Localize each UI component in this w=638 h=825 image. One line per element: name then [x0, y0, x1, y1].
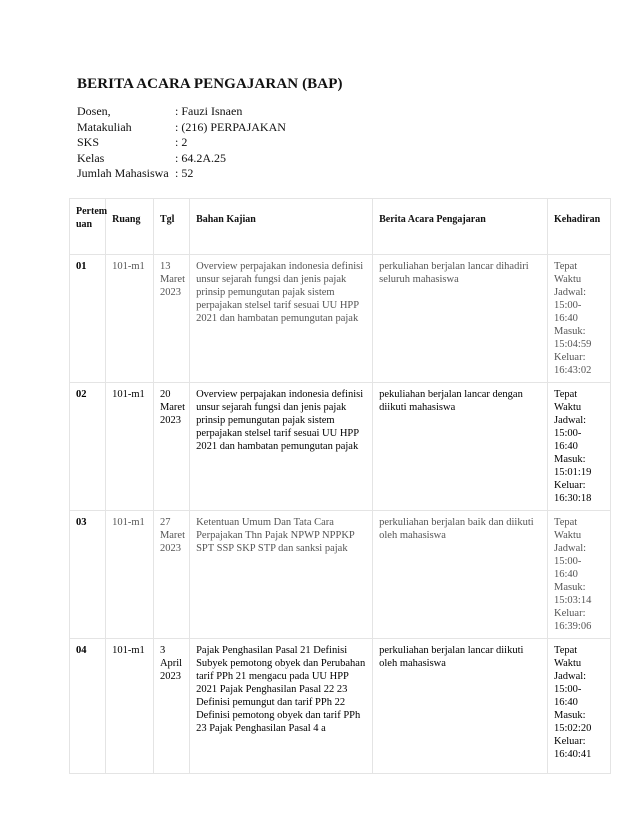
kehadiran-masuk: Masuk: 15:01:19 — [554, 454, 592, 478]
cell-pertemuan: 04 — [70, 639, 106, 774]
header-bahan-kajian: Bahan Kajian — [190, 199, 373, 255]
course-info — [77, 104, 286, 182]
cell-kehadiran — [548, 639, 611, 774]
header-kehadiran: Kehadiran — [548, 199, 611, 255]
cell-bahan-kajian: Pajak Penghasilan Pasal 21 Definisi Subyek pemotong obyek dan Perubahan tarif PPh 21 mengacu pada UU HPP 2021 Pajak Penghasilan Pasal 22 23 Definisi pemungut dan tarif PPh 22 Definisi pemotong obyek dan tarif PPh 23 Pajak Penghasilan Pasal 4 a — [190, 639, 373, 774]
kehadiran-keluar: Keluar: 16:30:18 — [554, 480, 592, 504]
kehadiran-status: Tepat Waktu — [554, 261, 582, 285]
cell-bahan-kajian: Ketentuan Umum Dan Tata Cara Perpajakan Thn Pajak NPWP NPPKP SPT SSP SKP STP dan sanksi pajak — [190, 511, 373, 639]
info-row-jumlah-mahasiswa — [77, 166, 286, 182]
cell-berita-acara: pekuliahan berjalan lancar dengan diikuti mahasiswa — [373, 383, 548, 511]
info-row-sks — [77, 135, 286, 151]
bap-table — [69, 198, 611, 774]
cell-ruang: 101-m1 — [106, 255, 154, 383]
kehadiran-keluar: Keluar: 16:40:41 — [554, 736, 592, 760]
info-value: : 64.2A.25 — [175, 150, 226, 165]
kehadiran-keluar: Keluar: 16:39:06 — [554, 608, 592, 632]
header-tgl: Tgl — [153, 199, 189, 255]
cell-kehadiran — [548, 255, 611, 383]
kehadiran-status: Tepat Waktu — [554, 645, 582, 669]
info-value: : 52 — [175, 166, 194, 180]
cell-ruang: 101-m1 — [106, 511, 154, 639]
kehadiran-jadwal: Jadwal: 15:00-16:40 — [554, 543, 587, 580]
kehadiran-keluar: Keluar: 16:43:02 — [554, 352, 592, 376]
header-pertemuan: Pertem uan — [70, 199, 106, 255]
kehadiran-jadwal: Jadwal: 15:00-16:40 — [554, 287, 587, 324]
info-row-kelas — [77, 151, 286, 167]
kehadiran-jadwal: Jadwal: 15:00-16:40 — [554, 415, 587, 452]
header-ruang: Ruang — [106, 199, 154, 255]
cell-ruang: 101-m1 — [106, 639, 154, 774]
page-title: BERITA ACARA PENGAJARAN (BAP) — [77, 76, 343, 92]
info-row-matakuliah — [77, 120, 286, 136]
cell-tgl: 3 April 2023 — [153, 639, 189, 774]
cell-pertemuan: 03 — [70, 511, 106, 639]
table-header-row — [70, 199, 611, 255]
cell-berita-acara: perkuliahan berjalan lancar diikuti oleh mahasiswa — [373, 639, 548, 774]
cell-bahan-kajian: Overview perpajakan indonesia definisi unsur sejarah fungsi dan jenis pajak prinsip pemungutan pajak sistem perpajakan stelsel tarif sesuai UU HPP 2021 dan hambatan pemungutan pajak — [190, 383, 373, 511]
cell-berita-acara: perkuliahan berjalan lancar dihadiri seluruh mahasiswa — [373, 255, 548, 383]
table-row — [70, 639, 611, 774]
info-key: SKS — [77, 135, 100, 149]
cell-tgl: 13 Maret 2023 — [153, 255, 189, 383]
info-key: Matakuliah — [77, 119, 132, 134]
cell-pertemuan: 01 — [70, 255, 106, 383]
info-row-dosen — [77, 104, 286, 120]
cell-kehadiran — [548, 511, 611, 639]
kehadiran-masuk: Masuk: 15:03:14 — [554, 582, 592, 606]
info-value: : (216) PERPAJAKAN — [175, 119, 286, 134]
cell-kehadiran — [548, 383, 611, 511]
cell-berita-acara: perkuliahan berjalan baik dan diikuti oleh mahasiswa — [373, 511, 548, 639]
info-key: Dosen, — [77, 104, 111, 118]
kehadiran-jadwal: Jadwal: 15:00-16:40 — [554, 671, 587, 708]
cell-tgl: 20 Maret 2023 — [153, 383, 189, 511]
cell-pertemuan: 02 — [70, 383, 106, 511]
kehadiran-masuk: Masuk: 15:04:59 — [554, 326, 592, 350]
kehadiran-status: Tepat Waktu — [554, 517, 582, 541]
table-row — [70, 511, 611, 639]
info-value: : Fauzi Isnaen — [175, 104, 243, 118]
info-value: : 2 — [175, 135, 188, 149]
header-berita-acara: Berita Acara Pengajaran — [373, 199, 548, 255]
cell-bahan-kajian: Overview perpajakan indonesia definisi unsur sejarah fungsi dan jenis pajak prinsip pemungutan pajak sistem perpajakan stelsel tarif sesuai UU HPP 2021 dan hambatan pemungutan pajak — [190, 255, 373, 383]
cell-tgl: 27 Maret 2023 — [153, 511, 189, 639]
table-row — [70, 383, 611, 511]
table-row — [70, 255, 611, 383]
info-key: Kelas — [77, 150, 105, 165]
kehadiran-status: Tepat Waktu — [554, 389, 582, 413]
cell-ruang: 101-m1 — [106, 383, 154, 511]
kehadiran-masuk: Masuk: 15:02:20 — [554, 710, 592, 734]
info-key: Jumlah Mahasiswa — [77, 166, 169, 180]
